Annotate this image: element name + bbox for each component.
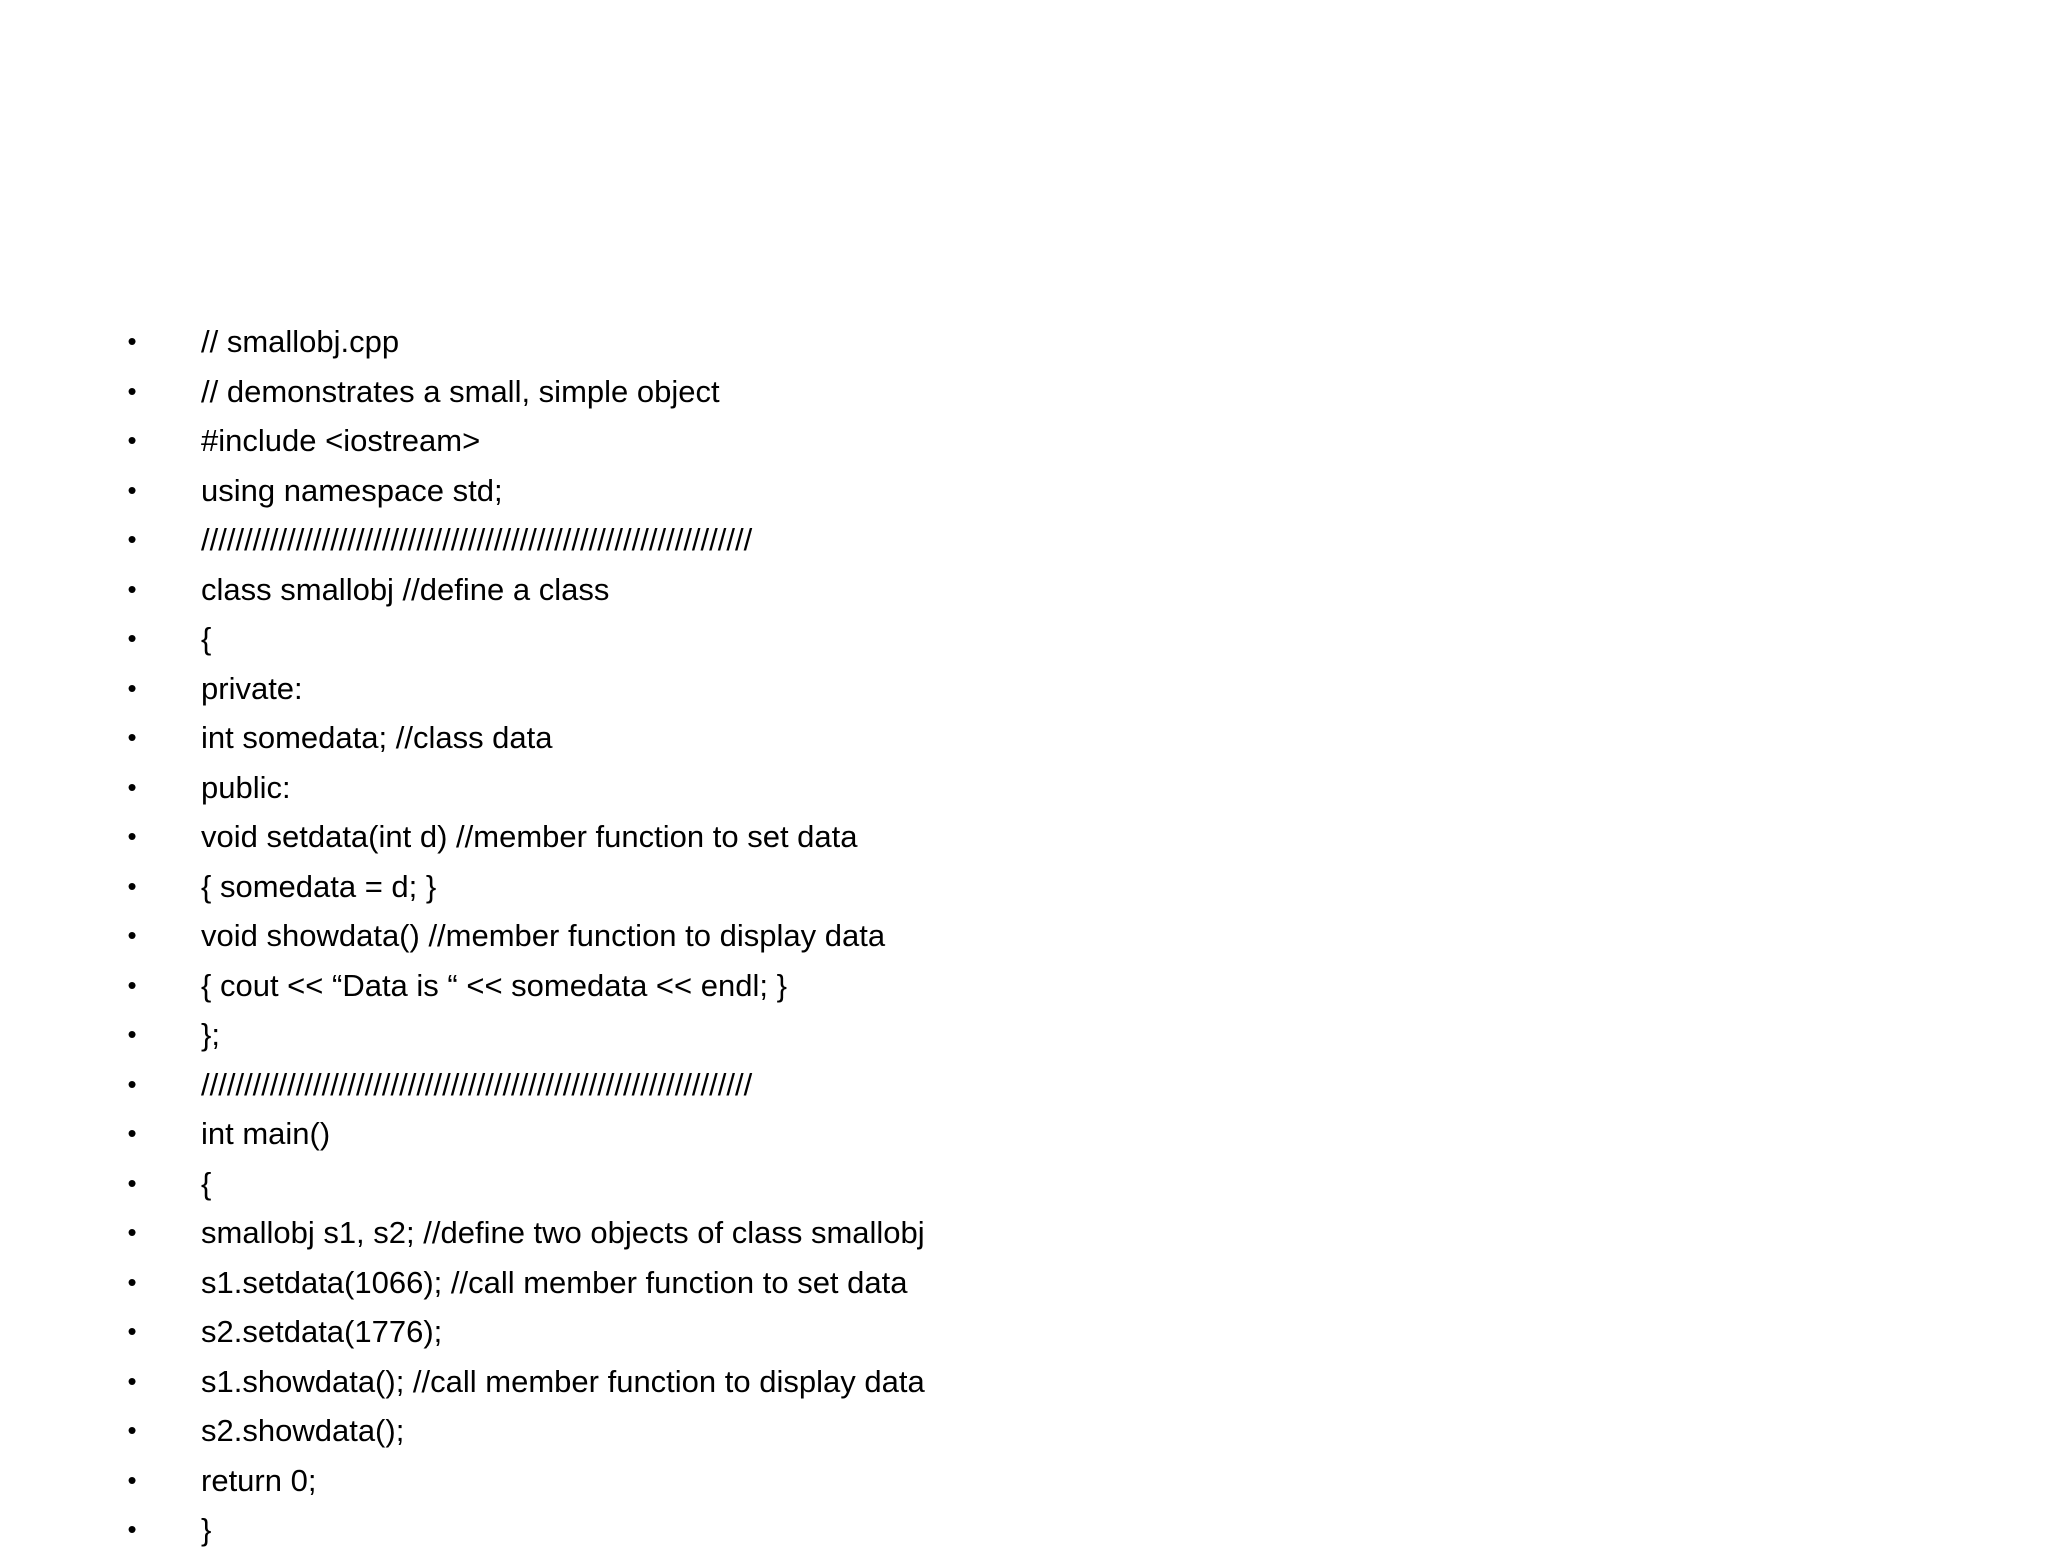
code-line-text: private:: [201, 670, 303, 706]
code-line-text: {: [201, 1165, 212, 1201]
code-line-text: s2.showdata();: [201, 1413, 405, 1448]
code-line: [0, 1060, 2048, 1110]
bullet-icon: •: [127, 524, 137, 554]
code-line: [0, 1258, 2048, 1308]
code-line-text: return 0;: [201, 1462, 317, 1498]
bullet-icon: •: [127, 375, 137, 406]
code-line-text: ////////////////////////////////////////////////////////////////: [201, 1066, 753, 1102]
bullet-icon: •: [127, 573, 137, 604]
code-bullet-list: [0, 317, 2048, 1555]
code-line-text: { somedata = d; }: [201, 868, 437, 904]
bullet-icon: •: [127, 1217, 137, 1247]
code-line: [0, 416, 2048, 466]
bullet-icon: •: [127, 1365, 137, 1396]
code-line: [0, 1406, 2048, 1456]
bullet-icon: •: [127, 425, 137, 455]
code-line: [0, 1109, 2048, 1159]
code-line: [0, 1307, 2048, 1357]
code-line: [0, 862, 2048, 912]
code-line-text: s1.setdata(1066); //call member function to set data: [201, 1264, 908, 1300]
code-line: [0, 317, 2048, 367]
code-line-text: void showdata() //member function to display data: [201, 918, 886, 953]
bullet-icon: •: [127, 474, 137, 505]
code-line: [0, 1456, 2048, 1506]
bullet-icon: •: [127, 1514, 137, 1544]
code-line: [0, 664, 2048, 714]
bullet-icon: •: [127, 1266, 137, 1297]
code-line: [0, 1208, 2048, 1258]
bullet-icon: •: [127, 1415, 137, 1445]
code-line-text: public:: [201, 769, 291, 805]
code-line-text: smallobj s1, s2; //define two objects of class smallobj: [201, 1215, 925, 1250]
code-line-text: class smallobj //define a class: [201, 571, 610, 607]
bullet-icon: •: [127, 1167, 137, 1198]
code-line-text: { cout << “Data is “ << somedata << endl; }: [201, 967, 787, 1003]
code-line-text: s1.showdata(); //call member function to display data: [201, 1363, 925, 1399]
code-line: [0, 565, 2048, 615]
code-line-text: int somedata; //class data: [201, 720, 553, 755]
code-line: [0, 515, 2048, 565]
bullet-icon: •: [127, 920, 137, 950]
code-line-text: void setdata(int d) //member function to set data: [201, 819, 858, 854]
bullet-icon: •: [127, 623, 137, 653]
bullet-icon: •: [127, 1464, 137, 1495]
code-line: [0, 1357, 2048, 1407]
code-line-text: using namespace std;: [201, 472, 503, 508]
code-line-text: {: [201, 621, 212, 656]
bullet-icon: •: [127, 1019, 137, 1049]
bullet-icon: •: [127, 672, 137, 703]
bullet-icon: •: [127, 771, 137, 802]
bullet-icon: •: [127, 870, 137, 901]
code-line: [0, 911, 2048, 961]
code-line: [0, 614, 2048, 664]
code-line: [0, 961, 2048, 1011]
code-line-text: s2.setdata(1776);: [201, 1314, 443, 1349]
code-line-text: ////////////////////////////////////////////////////////////////: [201, 522, 753, 557]
bullet-icon: •: [127, 1316, 137, 1346]
bullet-icon: •: [127, 1118, 137, 1148]
code-line-text: };: [201, 1017, 220, 1052]
code-line: [0, 763, 2048, 813]
code-line-text: }: [201, 1512, 212, 1547]
bullet-icon: •: [127, 969, 137, 1000]
bullet-icon: •: [127, 722, 137, 752]
code-line-text: // smallobj.cpp: [201, 324, 400, 359]
code-line-text: #include <iostream>: [201, 423, 481, 458]
code-line: [0, 367, 2048, 417]
bullet-icon: •: [127, 326, 137, 356]
code-line-text: // demonstrates a small, simple object: [201, 373, 720, 409]
code-line-text: int main(): [201, 1116, 331, 1151]
code-line: [0, 1505, 2048, 1555]
code-line: [0, 1159, 2048, 1209]
bullet-icon: •: [127, 821, 137, 851]
code-line: [0, 1010, 2048, 1060]
bullet-icon: •: [127, 1068, 137, 1099]
code-line: [0, 713, 2048, 763]
code-line: [0, 466, 2048, 516]
code-line: [0, 812, 2048, 862]
